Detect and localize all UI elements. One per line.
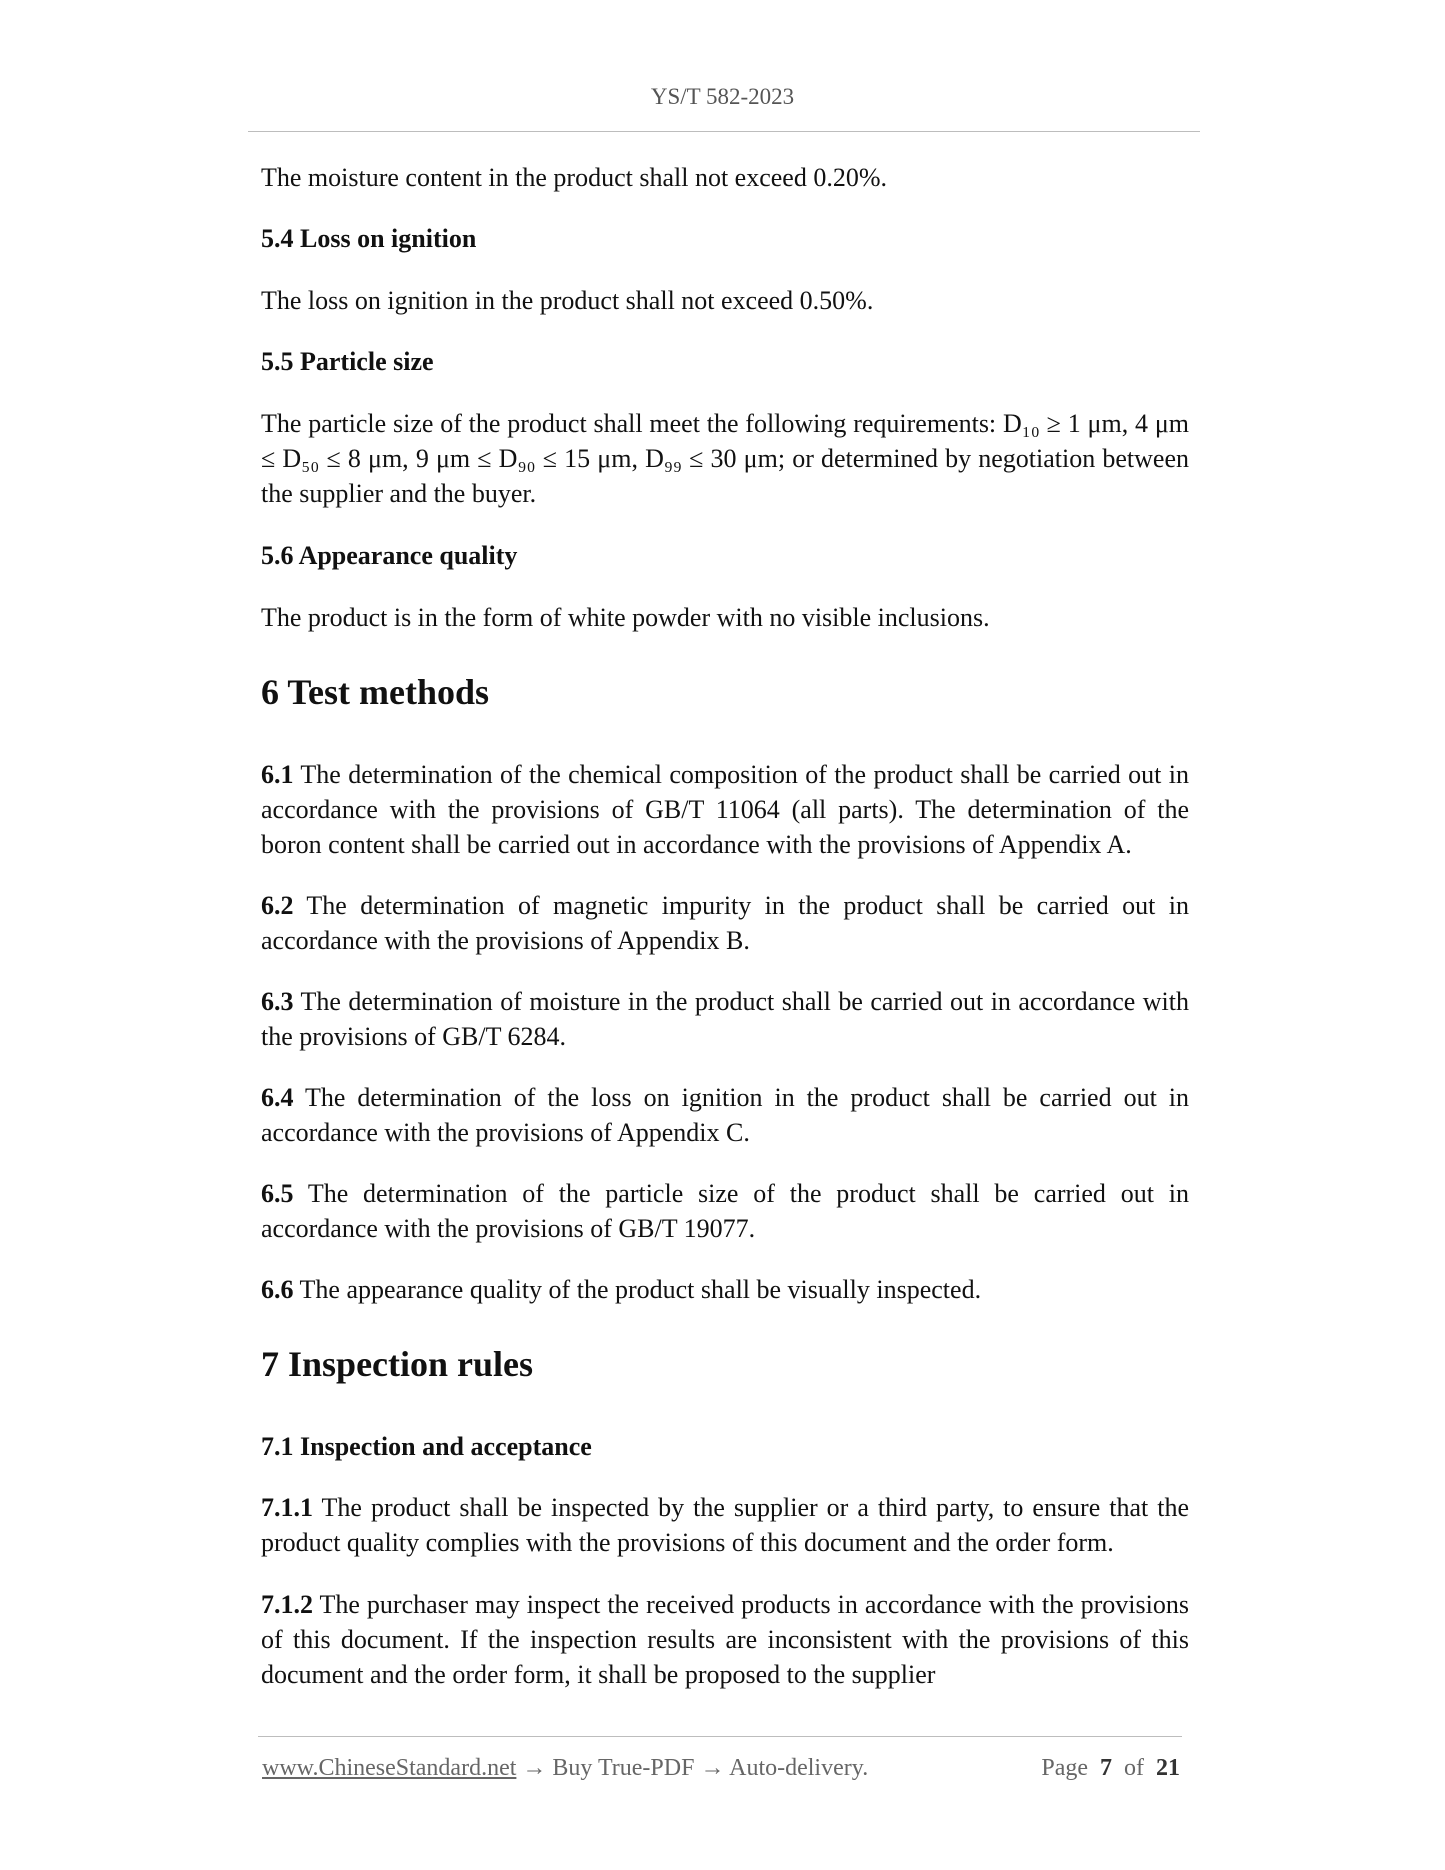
clause-number: 7.1.2 [261, 1590, 313, 1619]
running-header: YS/T 582-2023 [650, 84, 795, 109]
heading-section-6: 6 Test methods [261, 672, 490, 712]
total-page-count: 21 [1156, 1755, 1180, 1781]
clause-number: 6.2 [261, 891, 294, 920]
clause-text: The product shall be inspected by the supplier or a third party, to ensure that the product quality complies with the provisions of this document and the order form. [261, 1493, 1189, 1557]
clause-number: 6.3 [261, 987, 294, 1016]
paragraph-5-6: The product is in the form of white powder with no visible inclusions. [261, 603, 990, 632]
heading-7-1: 7.1 Inspection and acceptance [261, 1432, 592, 1461]
website-link[interactable]: www.ChineseStandard.net [262, 1755, 517, 1781]
paragraph-5-4: The loss on ignition in the product shall not exceed 0.50%. [261, 286, 874, 315]
clause-text: The determination of the chemical composition of the product shall be carried out in accordance with the provisions of GB/T 11064 (all parts). The determination of the boron content shall be carried out in accordance with the provisions of Appendix A. [261, 760, 1189, 859]
clause-6-5 [261, 1176, 1189, 1246]
page-word: Page [1041, 1755, 1088, 1781]
paragraph-moisture: The moisture content in the product shall not exceed 0.20%. [261, 163, 887, 192]
promo-text: → Buy True-PDF → Auto-delivery. [516, 1755, 869, 1781]
clause-7-1-2 [261, 1587, 1189, 1692]
clause-text: The determination of the particle size of the product shall be carried out in accordance with the provisions of GB/T 19077. [261, 1179, 1189, 1243]
clause-number: 6.6 [261, 1275, 294, 1304]
heading-5-5: 5.5 Particle size [261, 347, 434, 376]
heading-section-7: 7 Inspection rules [261, 1344, 534, 1384]
footer-promo [262, 1753, 868, 1783]
clause-6-6 [261, 1272, 1189, 1307]
clause-6-1 [261, 757, 1189, 862]
clause-6-4 [261, 1080, 1189, 1150]
clause-6-2 [261, 888, 1189, 958]
clause-text: The determination of moisture in the product shall be carried out in accordance with the provisions of GB/T 6284. [261, 987, 1189, 1051]
paragraph-5-5: The particle size of the product shall meet the following requirements: D₁₀ ≥ 1 μm, 4 μm ≤ D₅₀ ≤ 8 μm, 9 μm ≤ D₉₀ ≤ 15 μm, D₉₉ ≤ 30 μm; or determined by negotiation between the supplier and the buyer. [261, 409, 1189, 508]
of-word: of [1124, 1755, 1144, 1781]
current-page-number: 7 [1100, 1755, 1112, 1781]
clause-text: The determination of the loss on ignition in the product shall be carried out in accordance with the provisions of Appendix C. [261, 1083, 1189, 1147]
footer-divider [258, 1736, 1182, 1737]
clause-text: The determination of magnetic impurity in the product shall be carried out in accordance with the provisions of Appendix B. [261, 891, 1189, 955]
heading-5-4: 5.4 Loss on ignition [261, 224, 477, 253]
heading-5-6: 5.6 Appearance quality [261, 541, 518, 570]
clause-number: 6.4 [261, 1083, 294, 1112]
header-divider [248, 131, 1200, 132]
clause-number: 7.1.1 [261, 1493, 313, 1522]
clause-number: 6.1 [261, 760, 294, 789]
clause-text: The purchaser may inspect the received products in accordance with the provisions of this document. If the inspection results are inconsistent with the provisions of this document and the order form, it shall be proposed to the supplier [261, 1590, 1189, 1689]
clause-text: The appearance quality of the product shall be visually inspected. [293, 1275, 982, 1304]
clause-6-3 [261, 984, 1189, 1054]
clause-number: 6.5 [261, 1179, 294, 1208]
page-indicator [1041, 1753, 1180, 1783]
clause-7-1-1 [261, 1490, 1189, 1560]
